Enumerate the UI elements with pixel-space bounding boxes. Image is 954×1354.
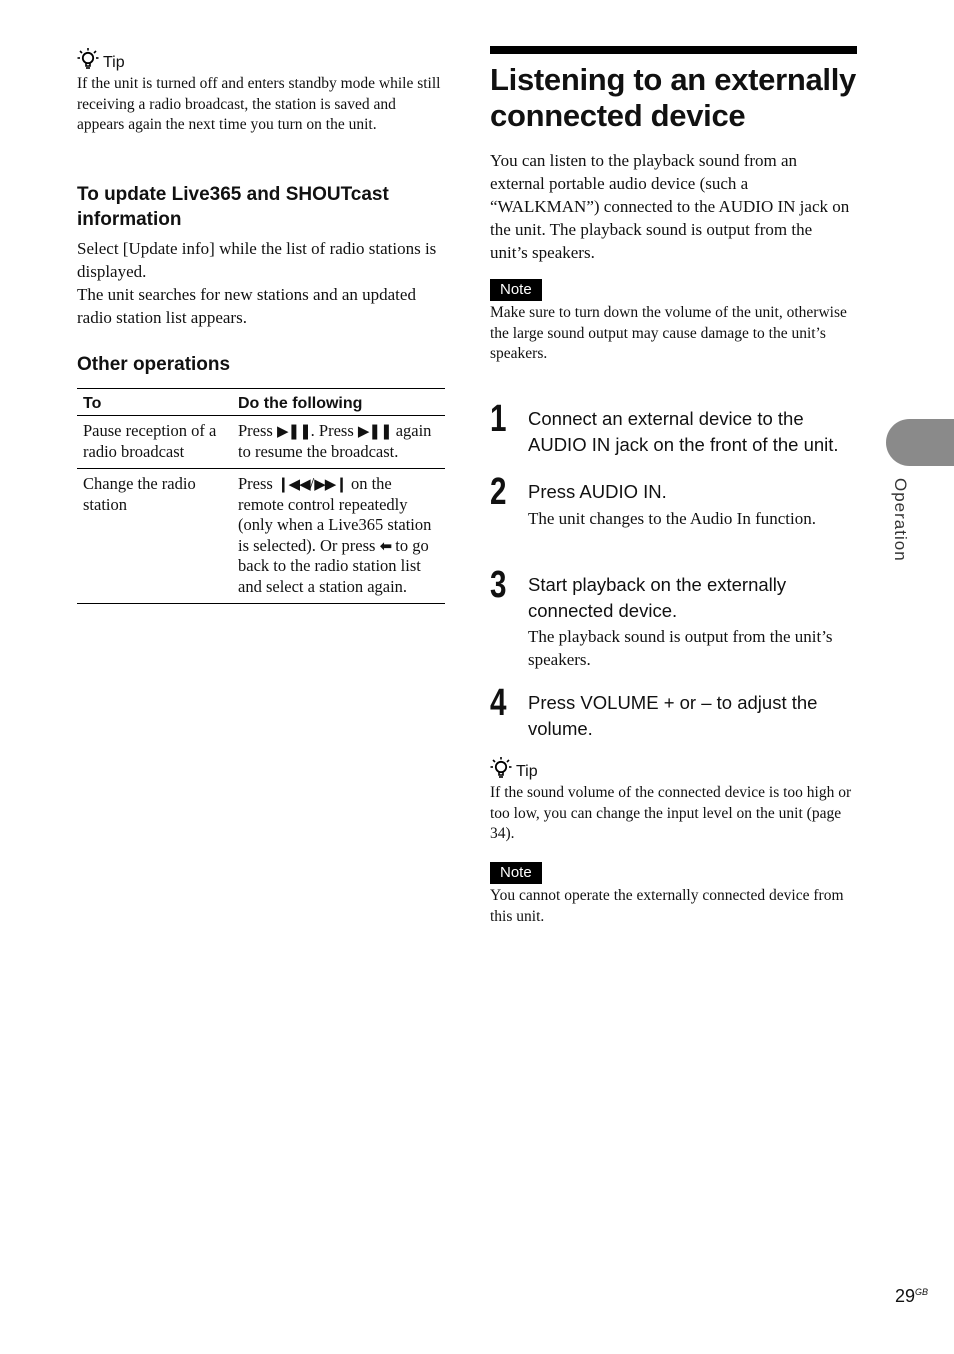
tip-heading [490, 755, 858, 781]
step-number: 2 [490, 471, 507, 513]
note-badge: Note [490, 862, 542, 884]
step-number: 4 [490, 682, 507, 724]
note-block-2 [490, 862, 858, 927]
step-result: The unit changes to the Audio In function. [528, 509, 816, 528]
table-row [77, 469, 445, 604]
operations-table [77, 388, 445, 604]
tip-label: Tip [516, 763, 538, 780]
tip-heading [77, 46, 447, 72]
col-header-to: To [83, 395, 102, 412]
step-instruction: Press VOLUME + or – to adjust the volume. [528, 692, 818, 739]
tip-block-right [490, 755, 858, 845]
previous-track-icon: ❙◀◀ [276, 475, 310, 493]
tip-text: If the unit is turned off and enters standby mode while still receiving a radio broadcast, the station is saved and appears again the next time you turn on the unit. [77, 75, 441, 133]
intro-text: You can listen to the playback sound from an external portable audio device (such a “WALKMAN”) connected to the AUDIO IN jack on the unit. The playback sound is output from the unit’s speakers. [490, 151, 850, 262]
title-rule [490, 46, 857, 54]
tip-block-left [77, 46, 447, 136]
col-header-do: Do the following [238, 395, 363, 412]
note-badge: Note [490, 279, 542, 301]
tip-text: If the sound volume of the connected device is too high or too low, you can change the input level on the unit (page 34). [490, 784, 852, 842]
page-title: Listening to an externally connected device [490, 62, 857, 133]
tip-label: Tip [103, 54, 125, 71]
step-result: The playback sound is output from the unit’s speakers. [528, 627, 833, 669]
update-para-1: Select [Update info] while the list of radio stations is displayed. [77, 239, 437, 281]
step-instruction: Start playback on the externally connected device. [528, 574, 787, 621]
note-block-1 [490, 279, 858, 365]
page-number: $29^{GB}$ [895, 1286, 929, 1306]
note-text: You cannot operate the externally connected device from this unit. [490, 887, 844, 925]
table-header-row [77, 389, 445, 416]
other-operations-heading: Other operations [77, 354, 231, 375]
section-tab-label: Operation [891, 478, 910, 562]
update-para-2: The unit searches for new stations and an updated radio station list appears. [77, 285, 416, 327]
row-to: Change the radio station [83, 474, 196, 514]
back-arrow-icon: ⬅ [379, 536, 392, 555]
lightbulb-icon [77, 47, 99, 71]
step-instruction: Connect an external device to the AUDIO IN jack on the front of the unit. [528, 408, 839, 455]
update-section [77, 182, 447, 329]
row-to: Pause reception of a radio broadcast [83, 421, 217, 461]
step-number: 3 [490, 564, 507, 606]
page-suffix: GB [915, 1287, 929, 1297]
row-do: Press ❙◀◀/▶▶❙ on the remote control repeatedly (only when a Live365 station is selected). Or press ⬅ to go back to the radio station list and select a station again. [238, 474, 432, 596]
next-track-icon: ▶▶❙ [314, 475, 347, 493]
lightbulb-icon [490, 756, 512, 780]
update-heading: To update Live365 and SHOUTcast information [77, 184, 389, 230]
step-number: 1 [490, 398, 507, 440]
table-row [77, 416, 445, 469]
play-pause-icon: ▶❚❚ [357, 422, 392, 440]
play-pause-icon: ▶❚❚ [276, 422, 311, 440]
section-tab [886, 419, 954, 466]
other-operations-section [77, 352, 445, 604]
step-instruction: Press AUDIO IN. [528, 481, 667, 502]
row-do: Press ▶❚❚. Press ▶❚❚ again to resume the broadcast. [238, 421, 432, 461]
note-text: Make sure to turn down the volume of the unit, otherwise the large sound output may cause damage to the unit’s speakers. [490, 304, 847, 362]
